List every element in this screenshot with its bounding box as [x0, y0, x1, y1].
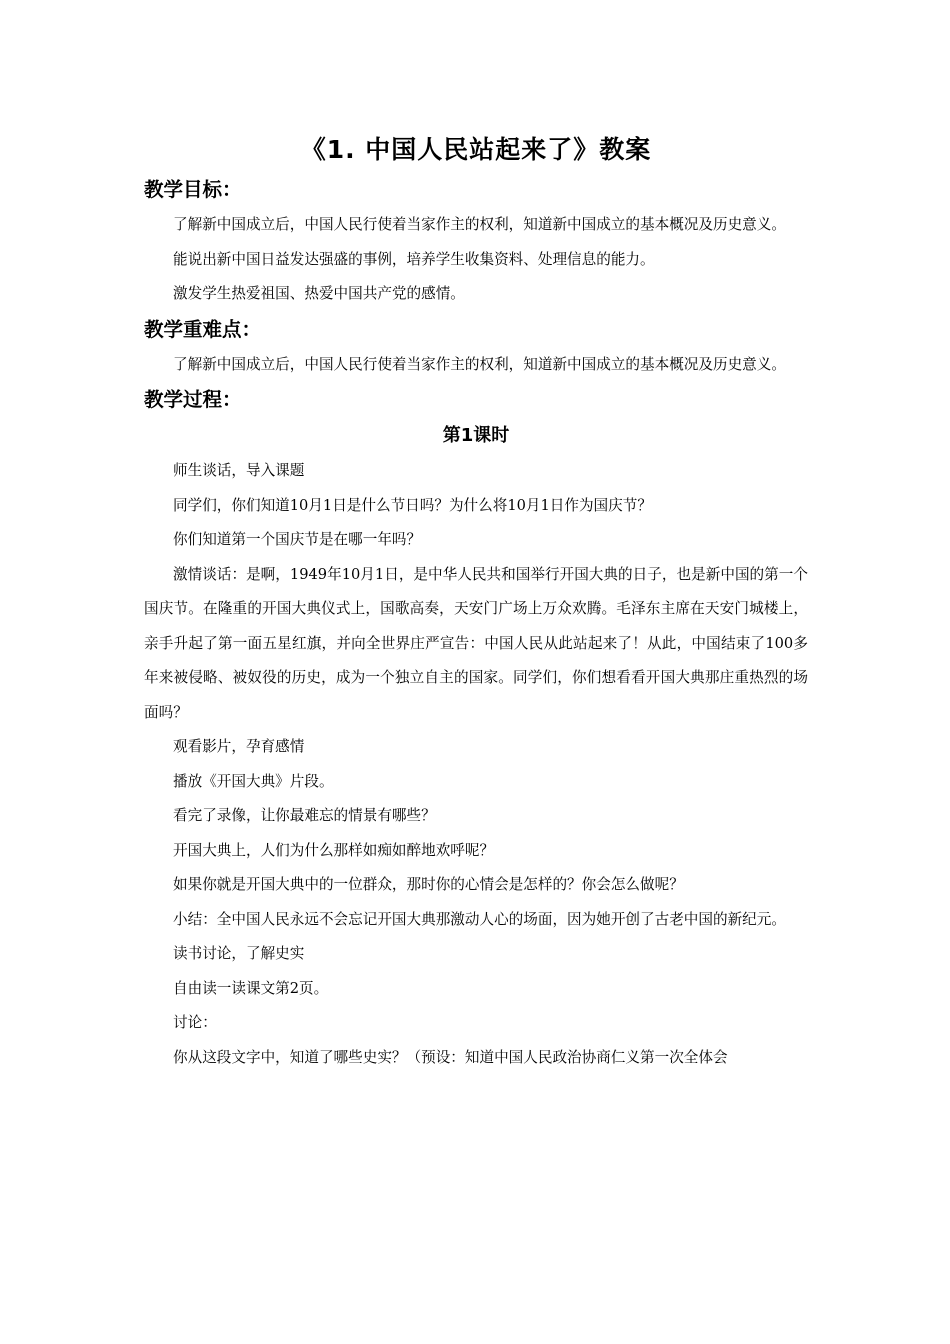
process-paragraph-6: 播放《开国大典》片段。 — [173, 772, 334, 790]
section-heading-key-points: 教学重难点： — [144, 317, 262, 341]
process-paragraph-4: 激情谈话：是啊，1949年10月1日，是中华人民共和国举行开国大典的日子，也是新中国的第一个国庆节。在隆重的开国大典仪式上，国歌高奏，天安门广场上万众欢腾。毛泽东主席在天安门城楼上，亲手升起了第一面五星红旗，并向全世界庄严宣告：中国人民从此站起来了！从此，中国结束了100多年来被侵略、被奴役的历史，成为一个独立自主的国家。同学们，你们想看看开国大典那庄重热烈的场面吗？ — [144, 565, 808, 721]
objective-paragraph-2: 能说出新中国日益发达强盛的事例，培养学生收集资料、处理信息的能力。 — [173, 250, 655, 268]
objective-paragraph-1: 了解新中国成立后，中国人民行使着当家作主的权利，知道新中国成立的基本概况及历史意义。 — [173, 216, 786, 233]
process-paragraph-1: 师生谈话，导入课题 — [173, 462, 305, 479]
process-paragraph-5: 观看影片，孕育感情 — [173, 738, 305, 755]
process-paragraph-10: 小结：全中国人民永远不会忘记开国大典那激动人心的场面，因为她开创了古老中国的新纪元。 — [173, 910, 786, 928]
process-paragraph-3: 你们知道第一个国庆节是在哪一年吗？ — [173, 531, 422, 548]
page-title: 《1. 中国人民站起来了》教案 — [300, 135, 652, 164]
process-paragraph-9: 如果你就是开国大典中的一位群众，那时你的心情会是怎样的？你会怎么做呢？ — [173, 876, 684, 893]
document-body — [144, 128, 808, 1075]
section-heading-process: 教学过程： — [144, 388, 242, 411]
process-paragraph-11: 读书讨论，了解史实 — [173, 945, 305, 962]
section-heading-objectives: 教学目标： — [144, 178, 242, 201]
process-paragraph-8: 开国大典上，人们为什么那样如痴如醉地欢呼呢？ — [173, 841, 495, 859]
process-paragraph-7: 看完了录像，让你最难忘的情景有哪些？ — [173, 807, 436, 824]
process-paragraph-13: 讨论： — [173, 1014, 217, 1031]
key-points-paragraph-1: 了解新中国成立后，中国人民行使着当家作主的权利，知道新中国成立的基本概况及历史意义。 — [173, 355, 786, 373]
process-paragraph-14: 你从这段文字中，知道了哪些史实？（预设：知道中国人民政治协商仁义第一次全体会 — [173, 1048, 728, 1066]
objective-paragraph-3: 激发学生热爱祖国、热爱中国共产党的感情。 — [173, 285, 465, 302]
process-paragraph-2: 同学们，你们知道10月1日是什么节日吗？为什么将10月1日作为国庆节？ — [173, 496, 652, 514]
lesson-subheading: 第1课时 — [442, 425, 510, 446]
process-paragraph-12: 自由读一读课文第2页。 — [173, 979, 329, 997]
